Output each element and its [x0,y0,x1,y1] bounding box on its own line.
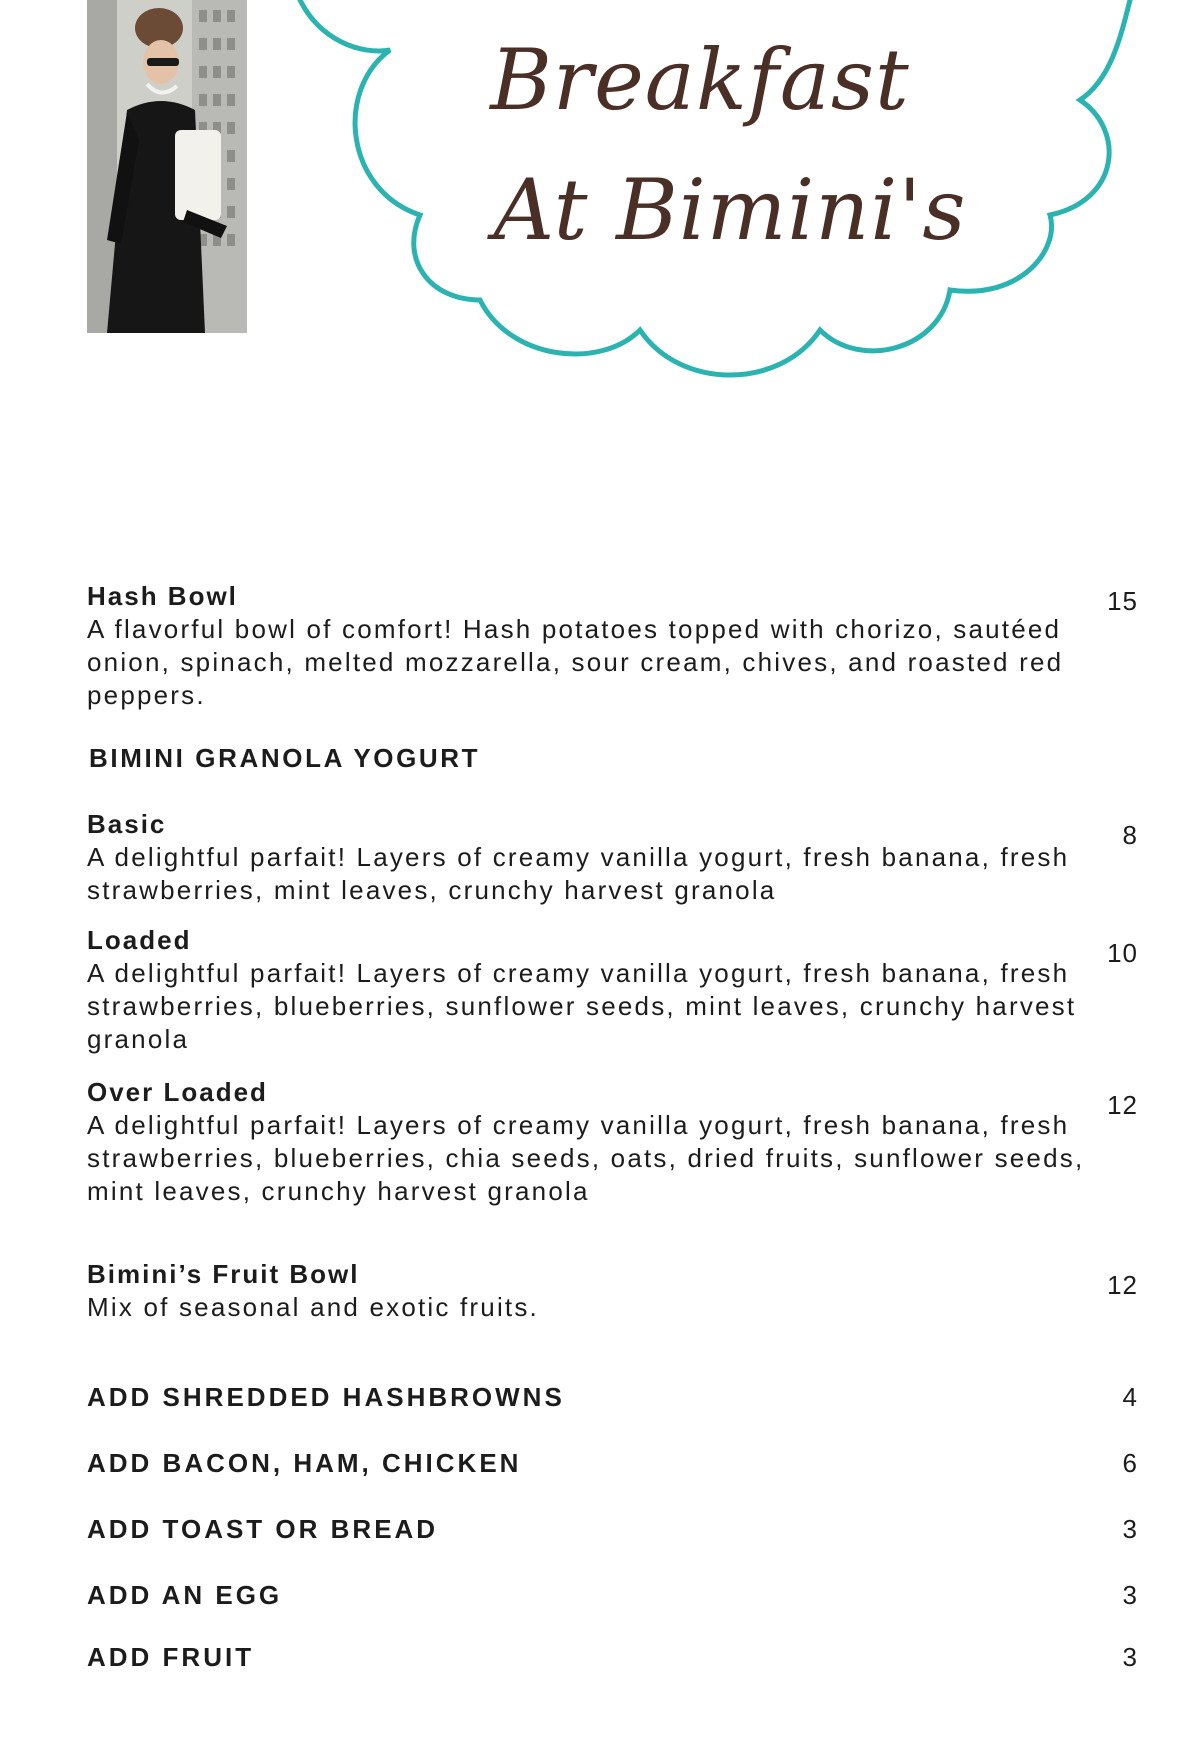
item-price: 12 [1107,1090,1138,1120]
addon-label: ADD AN EGG [87,1580,283,1610]
item-description: A delightful parfait! Layers of creamy vanilla yogurt, fresh banana, fresh strawberries, blueberries, chia seeds, oats, dried fruits, sunflower seeds, mint leaves, crunchy harvest granola [87,1110,1085,1206]
item-name: Basic [87,809,167,839]
addon-price: 3 [1122,1514,1138,1544]
menu-item-basic [87,808,1127,907]
addon-price: 4 [1122,1382,1138,1412]
menu-item-hash-bowl [87,580,1127,712]
item-name: Hash Bowl [87,581,238,611]
addon-price: 3 [1122,1642,1138,1672]
item-price: 12 [1107,1270,1138,1300]
item-description: Mix of seasonal and exotic fruits. [87,1292,539,1322]
addon-price: 3 [1122,1580,1138,1610]
item-price: 10 [1107,938,1138,968]
menu-title-line2: At Bimini's [493,161,967,259]
menu-item-loaded [87,924,1127,1056]
item-name: Loaded [87,925,192,955]
addon-label: ADD BACON, HAM, CHICKEN [87,1448,522,1478]
woman-photo-illustration [87,0,247,333]
item-description: A delightful parfait! Layers of creamy vanilla yogurt, fresh banana, fresh strawberries, blueberries, sunflower seeds, mint leaves, crunchy harvest granola [87,958,1077,1054]
menu-title-line1: Breakfast [490,31,910,129]
item-name: Bimini’s Fruit Bowl [87,1259,360,1289]
item-description: A delightful parfait! Layers of creamy vanilla yogurt, fresh banana, fresh strawberries, mint leaves, crunchy harvest granola [87,842,1070,905]
item-price: 15 [1107,586,1138,616]
menu-item-over-loaded [87,1076,1127,1208]
addon-price: 6 [1122,1448,1138,1478]
item-name: Over Loaded [87,1077,268,1107]
section-heading: BIMINI GRANOLA YOGURT [89,743,481,773]
addon-label: ADD FRUIT [87,1642,255,1672]
item-price: 8 [1122,820,1138,850]
addon-label: ADD TOAST OR BREAD [87,1514,439,1544]
item-description: A flavorful bowl of comfort! Hash potatoes topped with chorizo, sautéed onion, spinach, melted mozzarella, sour cream, chives, and roasted red peppers. [87,614,1064,710]
addon-label: ADD SHREDDED HASHBROWNS [87,1382,565,1412]
menu-item-fruit-bowl [87,1258,1127,1324]
header-photo [87,0,247,333]
